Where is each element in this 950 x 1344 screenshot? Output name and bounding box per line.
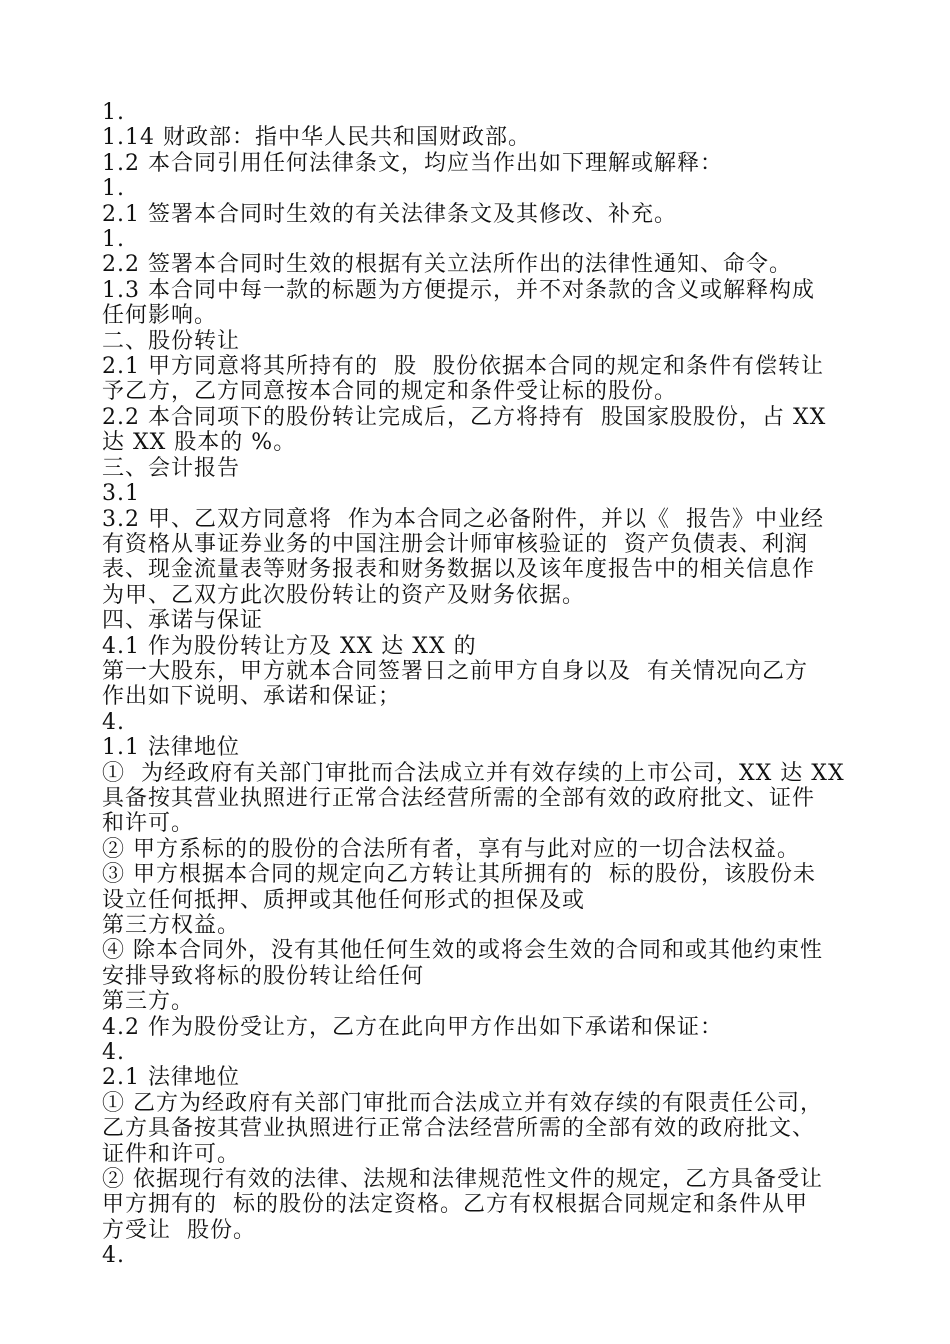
text-line: ① 为经政府有关部门审批而合法成立并有效存续的上市公司，XX 达 XX bbox=[102, 760, 845, 786]
text-line: 予乙方，乙方同意按本合同的规定和条件受让标的股份。 bbox=[102, 379, 678, 405]
section-heading: 二、股份转让 bbox=[102, 328, 241, 354]
text-line: 1.2 本合同引用任何法律条文，均应当作出如下理解或解释： bbox=[102, 150, 723, 176]
text-line: 任何影响。 bbox=[102, 303, 218, 329]
text-line: 2.2 签署本合同时生效的根据有关立法所作出的法律性通知、命令。 bbox=[102, 252, 792, 278]
text-line: 方受让 股份。 bbox=[102, 1217, 256, 1243]
text-line: 1. bbox=[102, 176, 125, 202]
text-line: 4.2 作为股份受让方，乙方在此向甲方作出如下承诺和保证： bbox=[102, 1014, 723, 1040]
text-line: 1.3 本合同中每一款的标题为方便提示，并不对条款的含义或解释构成 bbox=[102, 277, 815, 303]
text-line: 有资格从事证券业务的中国注册会计师审核验证的 资产负债表、利润 bbox=[102, 531, 808, 557]
text-line: 2.2 本合同项下的股份转让完成后，乙方将持有 股国家股股份，占 XX bbox=[102, 404, 827, 430]
text-line: 第一大股东，甲方就本合同签署日之前甲方自身以及 有关情况向乙方 bbox=[102, 658, 808, 684]
text-line: 2.1 甲方同意将其所持有的 股 股份依据本合同的规定和条件有偿转让 bbox=[102, 354, 824, 380]
text-line: 1. bbox=[102, 100, 125, 125]
text-line: 3.2 甲、乙双方同意将 作为本合同之必备附件，并以《 报告》中业经 bbox=[102, 506, 824, 532]
text-line: 4.1 作为股份转让方及 XX 达 XX 的 bbox=[102, 633, 477, 659]
text-line: 2.1 法律地位 bbox=[102, 1065, 240, 1091]
text-line: 和许可。 bbox=[102, 811, 195, 837]
document-body bbox=[102, 100, 854, 1269]
text-line: ④ 除本合同外，没有其他任何生效的或将会生效的合同和或其他约束性 bbox=[102, 938, 823, 964]
section-heading: 四、承诺与保证 bbox=[102, 608, 264, 634]
text-line: 安排导致将标的股份转让给任何 bbox=[102, 963, 425, 989]
text-line: 设立任何抵押、质押或其他任何形式的担保及或 bbox=[102, 887, 586, 913]
text-line: 证件和许可。 bbox=[102, 1141, 241, 1167]
text-line: 乙方具备按其营业执照进行正常合法经营所需的全部有效的政府批文、 bbox=[102, 1116, 816, 1142]
text-line: 表、现金流量表等财务报表和财务数据以及该年度报告中的相关信息作 bbox=[102, 557, 816, 583]
text-line: 第三方权益。 bbox=[102, 913, 241, 938]
text-line: 3.1 bbox=[102, 481, 140, 507]
text-line: 4. bbox=[102, 1040, 125, 1066]
text-line: 作出如下说明、承诺和保证； bbox=[102, 684, 402, 710]
text-line: 4. bbox=[102, 1243, 125, 1269]
text-line: ② 甲方系标的的股份的合法所有者，享有与此对应的一切合法权益。 bbox=[102, 836, 800, 862]
text-line: 1.14 财政部：指中华人民共和国财政部。 bbox=[102, 125, 531, 151]
text-line: ② 依据现行有效的法律、法规和法律规范性文件的规定，乙方具备受让 bbox=[102, 1167, 823, 1193]
text-line: 第三方。 bbox=[102, 989, 195, 1015]
text-line: ① 乙方为经政府有关部门审批而合法成立并有效存续的有限责任公司， bbox=[102, 1090, 823, 1116]
text-line: 1. bbox=[102, 227, 125, 253]
text-line: 2.1 签署本合同时生效的有关法律条文及其修改、补充。 bbox=[102, 201, 677, 227]
text-line: 达 XX 股本的 %。 bbox=[102, 430, 297, 456]
text-line: 具备按其营业执照进行正常合法经营所需的全部有效的政府批文、证件 bbox=[102, 785, 816, 811]
text-line: 甲方拥有的 标的股份的法定资格。乙方有权根据合同规定和条件从甲 bbox=[102, 1192, 808, 1218]
text-line: 4. bbox=[102, 709, 125, 735]
text-line: 为甲、乙双方此次股份转让的资产及财务依据。 bbox=[102, 582, 586, 608]
section-heading: 三、会计报告 bbox=[102, 455, 241, 481]
text-line: ③ 甲方根据本合同的规定向乙方转让其所拥有的 标的股份，该股份未 bbox=[102, 862, 816, 888]
text-line: 1.1 法律地位 bbox=[102, 735, 240, 761]
